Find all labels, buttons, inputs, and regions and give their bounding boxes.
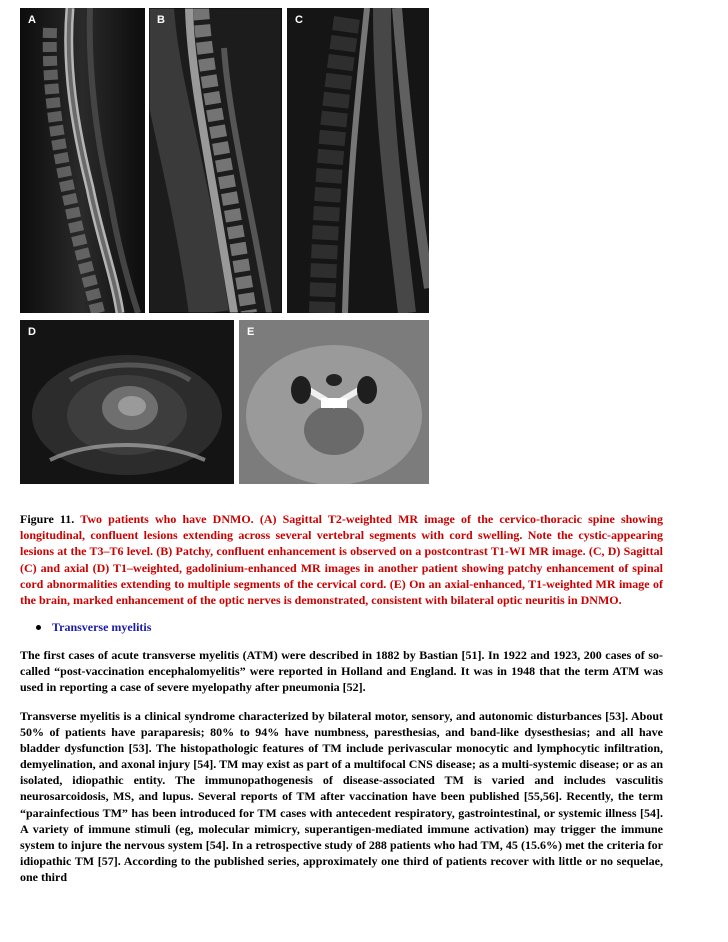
figure-caption-text: Two patients who have DNMO. (A) Sagittal T2-weighted MR image of the cervico-thoracic spine showing longitudinal, confluent lesions extending across several vertebral segments with cord swelling. Note the cystic-appearing lesions at the T3–T6 level. (B) Patchy, confluent enhancement is observed on a postcontrast T1-WI MR image. (C, D) Sagittal (C) and axial (D) T1–weighted, gadolinium-enhanced MR images in another patient showing patchy enhancement of spinal cord abnormalities extending to multiple segments of the cervical cord. (E) On an axial-enhanced, T1-weighted MR image of the brain, marked enhancement of the optic nerves is demonstrated, consistent with bilateral optic neuritis in DNMO.	[20, 512, 663, 608]
panel-letter-d: D	[28, 326, 36, 338]
section-heading: Transverse myelitis	[52, 620, 152, 634]
mri-axial-cervical-image	[20, 320, 234, 484]
figure-panel-a	[20, 8, 145, 313]
panel-letter-b: B	[157, 14, 165, 26]
figure-panel-c	[287, 8, 429, 313]
panel-letter-c: C	[295, 14, 303, 26]
panel-letter-a: A	[28, 14, 36, 26]
body-paragraph: Transverse myelitis is a clinical syndrome characterized by bilateral motor, sensory, and autonomic disturbances [53]. About 50% of patients have paraparesis; 80% to 94% have numbness, paresthesias, and band-like dysesthesias; and all have bladder dysfunction [53]. The histopathologic features of TM include perivascular monocytic and lymphocytic infiltration, demyelination, and axonal injury [54]. TM may exist as part of a multifocal CNS disease; as a multi-systemic disease; or as an isolated, idiopathic entity. The immunopathogenesis of disease-associated TM is varied and includes vasculitis neurosarcoidosis, MS, and lupus. Several reports of TM after vaccination have been published [55,56]. Recently, the term “parainfectious TM” has been introduced for TM cases with antecedent respiratory, gastrointestinal, or systemic illness [54]. A variety of immune stimuli (eg, molecular mimicry, superantigen-mediated immune activation) may trigger the immune system to injure the nervous system [54]. In a retrospective study of 288 patients who had TM, 45 (15.6%) met the criteria for idiopathic TM [57]. According to the published series, approximately one third of patients recover with little or no sequelae, one third	[20, 709, 663, 884]
figure-label: Figure 11.	[20, 512, 75, 526]
section-bullet	[36, 620, 151, 635]
mri-sagittal-spine-image	[149, 8, 282, 313]
figure-panel-b	[149, 8, 282, 313]
figure-caption	[20, 511, 663, 608]
mri-sagittal-spine-image	[287, 8, 429, 313]
figure-panel-d	[20, 320, 234, 484]
mri-sagittal-spine-image	[20, 8, 145, 313]
mri-axial-brain-image	[239, 320, 429, 484]
figure-panel-e	[239, 320, 429, 484]
bullet-icon	[36, 625, 41, 630]
body-paragraph: The first cases of acute transverse myelitis (ATM) were described in 1882 by Bastian [51]. In 1922 and 1923, 200 cases of so-called “post-vaccination encephalomyelitis” were reported in Holland and England. It was in 1948 that the term ATM was used in reporting a case of severe myelopathy after pneumonia [52].	[20, 648, 663, 695]
panel-letter-e: E	[247, 326, 255, 338]
